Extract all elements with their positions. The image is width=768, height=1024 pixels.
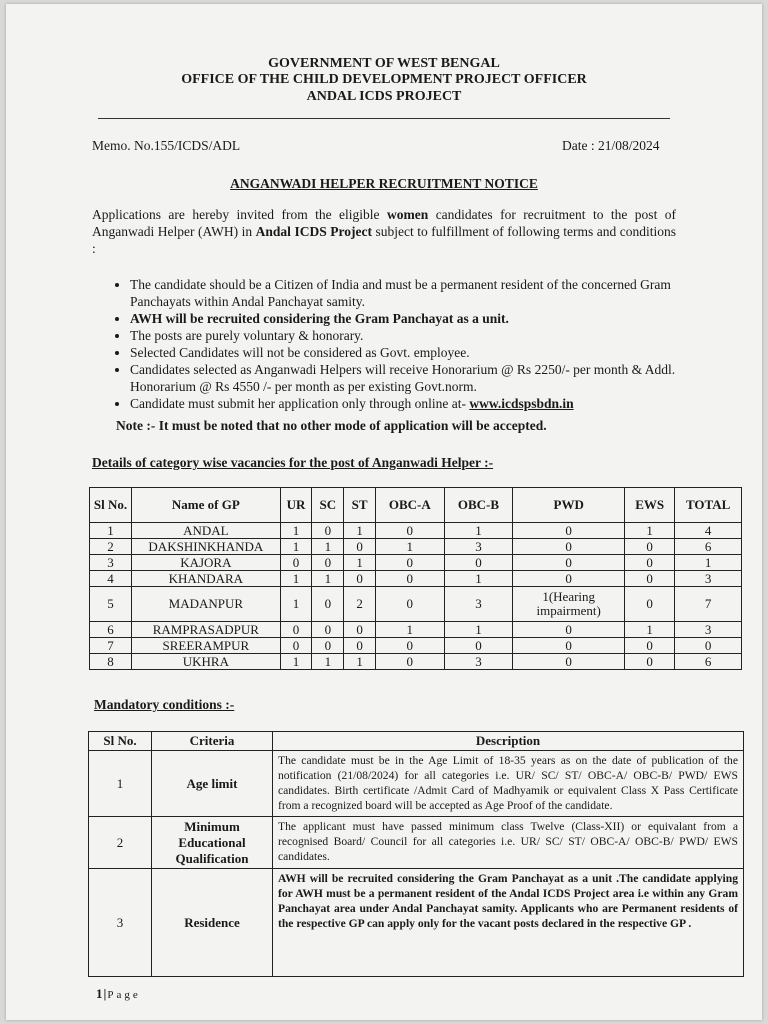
memo-number: Memo. No.155/ICDS/ADL bbox=[92, 138, 241, 153]
col-header: Name of GP bbox=[132, 488, 281, 523]
col-header: OBC-B bbox=[444, 488, 513, 523]
document-page bbox=[6, 4, 762, 1020]
table-row: 3 KAJORA 0 0 1 0 0 0 0 1 bbox=[90, 555, 742, 571]
vacancy-table bbox=[89, 487, 742, 670]
intro-paragraph: Applications are hereby invited from the eligible women candidates for recruitment to the post of Anganwadi Helper (AWH) in Andal ICDS Project subject to fulfillment of following terms and conditions : bbox=[92, 207, 677, 256]
col-header: PWD bbox=[513, 488, 625, 523]
table-row: 2 DAKSHINKHANDA 1 1 0 1 3 0 0 6 bbox=[90, 539, 742, 555]
notice-date: Date : 21/08/2024 bbox=[562, 138, 660, 153]
table-row: 5 MADANPUR 1 0 2 0 3 1(Hearing impairment) 0 7 bbox=[90, 587, 742, 622]
mandatory-table bbox=[88, 731, 744, 977]
col-header: OBC-A bbox=[375, 488, 444, 523]
table-row: 4 KHANDARA 1 1 0 0 1 0 0 3 bbox=[90, 571, 742, 587]
col-header: Criteria bbox=[152, 732, 273, 751]
notice-title: ANGANWADI HELPER RECRUITMENT NOTICE bbox=[230, 176, 538, 191]
header-project: ANDAL ICDS PROJECT bbox=[306, 89, 462, 104]
table-row: 1 Age limit The candidate must be in the Age Limit of 18-35 years as on the date of publication of the notification (21/08/2024) for all categories i.e. UR/ SC/ ST/ OBC-A/ OBC-B/ PWD/ EWS candidates. Birth certificate /Admit Card of Madhyamik or equivalent Class X Pass Certificate from a recognized board will be accepted as Age Proof of the candidate. bbox=[89, 751, 744, 817]
table-row: 7 SREERAMPUR 0 0 0 0 0 0 0 0 bbox=[90, 638, 742, 654]
list-item: • Candidate must submit her application only through online at- www.icdspsbdn.in bbox=[130, 395, 702, 412]
list-item: • AWH will be recruited considering the Gram Panchayat as a unit. bbox=[130, 310, 702, 327]
list-item: • The posts are purely voluntary & honorary. bbox=[130, 327, 702, 344]
vacancy-heading: Details of category wise vacancies for the post of Anganwadi Helper :- bbox=[92, 455, 494, 470]
table-header-row bbox=[90, 488, 742, 523]
col-header: Sl No. bbox=[90, 488, 132, 523]
website-link[interactable]: www.icdspsbdn.in bbox=[469, 396, 574, 411]
header-office: OFFICE OF THE CHILD DEVELOPMENT PROJECT OFFICER bbox=[181, 72, 587, 87]
list-item: • Candidates selected as Anganwadi Helpers will receive Honorarium @ Rs 2250/- per month & Addl. Honorarium @ Rs 4550 /- per month as per existing Govt.norm. bbox=[130, 361, 702, 395]
list-item: • Selected Candidates will not be considered as Govt. employee. bbox=[130, 344, 702, 361]
table-row: 3 Residence AWH will be recruited considering the Gram Panchayat as a unit .The candidate applying for AWH must be a permanent resident of the Andal ICDS Project area i.e within any Gram Panchayat area under Andal Panchayat samity. Applicants who are Permanent residents of the respective GP can apply only for the vacant posts declared in the respective GP . bbox=[89, 869, 744, 977]
col-header: TOTAL bbox=[675, 488, 742, 523]
application-note: Note :- It must be noted that no other mode of application will be accepted. bbox=[116, 418, 547, 433]
terms-list bbox=[112, 276, 702, 412]
table-header-row bbox=[89, 732, 744, 751]
page-number: 1|Page bbox=[96, 986, 141, 1001]
list-item: • The candidate should be a Citizen of India and must be a permanent resident of the concerned Gram Panchayats within Andal Panchayat samity. bbox=[130, 276, 702, 310]
table-row: 2 Minimum Educational Qualification The applicant must have passed minimum class Twelve (Class-XII) or equivalant from a recognised Board/ Council for all categories i.e. UR/ SC/ ST/ OBC-A/ OBC-B/ PWD/ EWS candidates. bbox=[89, 817, 744, 869]
table-row: 1 ANDAL 1 0 1 0 1 0 1 4 bbox=[90, 523, 742, 539]
col-header: UR bbox=[280, 488, 312, 523]
header-government: GOVERNMENT OF WEST BENGAL bbox=[268, 56, 500, 71]
mandatory-heading: Mandatory conditions :- bbox=[94, 697, 235, 712]
col-header: ST bbox=[344, 488, 376, 523]
col-header: Sl No. bbox=[89, 732, 152, 751]
col-header: EWS bbox=[625, 488, 675, 523]
col-header: Description bbox=[273, 732, 744, 751]
col-header: SC bbox=[312, 488, 344, 523]
table-row: 8 UKHRA 1 1 1 0 3 0 0 6 bbox=[90, 654, 742, 670]
header-divider bbox=[98, 118, 670, 119]
table-row: 6 RAMPRASADPUR 0 0 0 1 1 0 1 3 bbox=[90, 622, 742, 638]
